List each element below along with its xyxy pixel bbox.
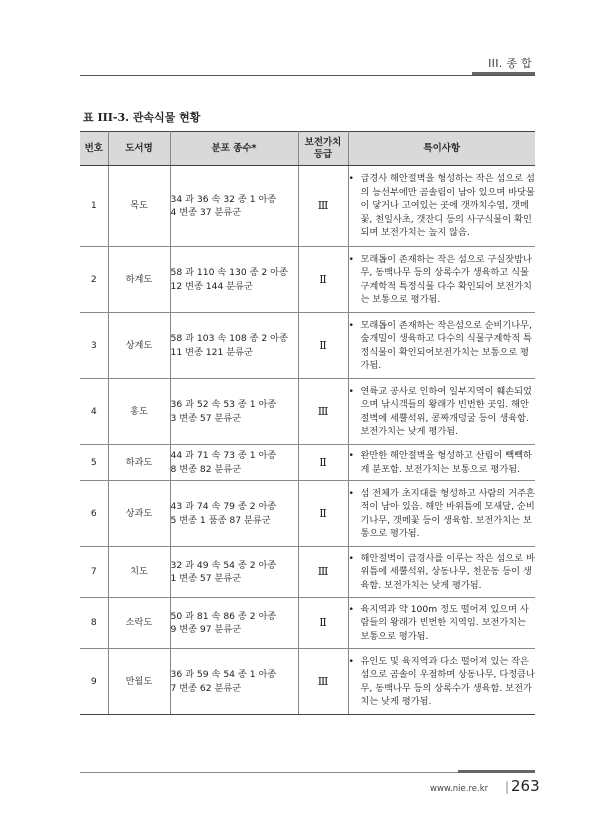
row-island: 홍도 bbox=[108, 379, 170, 445]
row-grade: Ⅱ bbox=[298, 481, 348, 547]
row-island: 하계도 bbox=[108, 247, 170, 313]
row-island: 상과도 bbox=[108, 481, 170, 547]
row-note-cell bbox=[348, 547, 535, 598]
row-distribution: 36 과 52 속 53 종 1 아종 3 변종 57 분류군 bbox=[170, 379, 298, 445]
bullet-icon: • bbox=[348, 450, 354, 461]
row-note-cell bbox=[348, 313, 535, 379]
col-header-island: 도서명 bbox=[108, 132, 170, 166]
table-header-row bbox=[80, 132, 535, 166]
row-island: 치도 bbox=[108, 547, 170, 598]
col-header-grade: 보전가치 등급 bbox=[298, 132, 348, 166]
table-row bbox=[80, 547, 535, 598]
table-title: 표 III-3. 관속식물 현황 bbox=[83, 111, 201, 124]
row-distribution: 34 과 36 속 32 종 1 아종 4 변종 37 분류군 bbox=[170, 166, 298, 247]
row-grade: Ⅱ bbox=[298, 598, 348, 649]
table-row bbox=[80, 481, 535, 547]
row-island: 상계도 bbox=[108, 313, 170, 379]
bullet-icon: • bbox=[348, 487, 354, 499]
row-number: 1 bbox=[80, 166, 108, 247]
row-number: 3 bbox=[80, 313, 108, 379]
row-note: 연륙교 공사로 인하여 일부지역이 훼손되었으며 낚시객들의 왕래가 빈번한 곳임. 해안절벽에 세뿔석위, 콩짜개덩굴 등이 생육함. 보전가치는 낮게 평가됨. bbox=[360, 385, 532, 437]
row-distribution: 50 과 81 속 86 종 2 아종 9 변종 97 분류군 bbox=[170, 598, 298, 649]
row-note-cell bbox=[348, 445, 535, 481]
table-row bbox=[80, 598, 535, 649]
page-number: 263 bbox=[511, 777, 540, 795]
row-note: 육지역과 약 100m 정도 떨어져 있으며 사람들의 왕래가 빈번한 지역임. 보전가치는 보통으로 평가됨. bbox=[360, 603, 529, 642]
footer-accent-bar bbox=[458, 770, 535, 773]
row-note: 섬 전체가 초지대를 형성하고 사람의 거주흔적이 남아 있음. 해안 바위틈에 모새달, 순비기나무, 갯메꽃 등이 생육함. 보전가치는 보통으로 평가됨. bbox=[360, 487, 535, 539]
col-header-notes: 특이사항 bbox=[348, 132, 535, 166]
row-note: 급경사 해안절벽을 형성하는 작은 섬으로 섬의 능선부에만 곰솔림이 남아 있으며 바닷물이 닿거나 고여있는 곳에 갯까치수염, 갯메꽃, 천일사초, 갯잔디 등의 사구식물이 확인되며 보전가치는 높지 않음. bbox=[360, 173, 535, 239]
row-island: 하과도 bbox=[108, 445, 170, 481]
row-distribution: 32 과 49 속 54 종 2 아종 1 변종 57 분류군 bbox=[170, 547, 298, 598]
table-row bbox=[80, 166, 535, 247]
bullet-icon: • bbox=[348, 319, 354, 331]
section-label: III. 종 합 bbox=[488, 57, 532, 70]
row-note: 해안절벽이 급경사를 이루는 작은 섬으로 바위틈에 세뿔석위, 상동나무, 천문동 등이 생육함. 보전가치는 낮게 평가됨. bbox=[360, 552, 535, 591]
header-rule bbox=[80, 75, 535, 76]
row-grade: Ⅲ bbox=[298, 379, 348, 445]
table-row bbox=[80, 313, 535, 379]
table-row bbox=[80, 379, 535, 445]
footer-separator: | bbox=[505, 780, 510, 794]
row-island: 소락도 bbox=[108, 598, 170, 649]
bullet-icon: • bbox=[348, 253, 354, 265]
row-note-cell bbox=[348, 598, 535, 649]
col-header-distribution: 분포 종수* bbox=[170, 132, 298, 166]
bullet-icon: • bbox=[348, 603, 354, 615]
row-note-cell bbox=[348, 649, 535, 715]
row-grade: Ⅲ bbox=[298, 649, 348, 715]
row-note: 모래톱이 존재하는 작은 섬으로 구실잣밤나무, 동백나무 등의 상록수가 생육하고 식물구계학적 특정식물 다수 확인되어 보전가치는 보통으로 평가됨. bbox=[360, 253, 532, 305]
row-distribution: 58 과 103 속 108 종 2 아종 11 변종 121 분류군 bbox=[170, 313, 298, 379]
col-header-number: 번호 bbox=[80, 132, 108, 166]
row-grade: Ⅲ bbox=[298, 166, 348, 247]
row-grade: Ⅱ bbox=[298, 313, 348, 379]
row-distribution: 58 과 110 속 130 종 2 아종 12 변종 144 분류군 bbox=[170, 247, 298, 313]
table-row bbox=[80, 649, 535, 715]
row-note-cell bbox=[348, 379, 535, 445]
row-number: 6 bbox=[80, 481, 108, 547]
row-note: 모래톱이 존재하는 작은섬으로 순비기나무, 숲개밀이 생육하고 다수의 식물구계학적 특정식물이 확인되어보전가치는 보통으로 평가됨. bbox=[360, 319, 532, 371]
vascular-plant-table bbox=[80, 131, 535, 715]
row-number: 2 bbox=[80, 247, 108, 313]
row-distribution: 43 과 74 속 79 종 2 아종 5 변종 1 품종 87 분류군 bbox=[170, 481, 298, 547]
footer-url: www.nie.re.kr bbox=[430, 784, 489, 794]
row-number: 8 bbox=[80, 598, 108, 649]
row-note: 완만한 해안절벽을 형성하고 산림이 빽빽하게 분포함. 보전가치는 보통으로 평가됨. bbox=[360, 450, 532, 475]
row-number: 7 bbox=[80, 547, 108, 598]
bullet-icon: • bbox=[348, 173, 354, 185]
row-distribution: 36 과 59 속 54 종 1 아종 7 변종 62 분류군 bbox=[170, 649, 298, 715]
row-distribution: 44 과 71 속 73 종 1 아종 8 변종 82 분류군 bbox=[170, 445, 298, 481]
bullet-icon: • bbox=[348, 385, 354, 397]
row-island: 만월도 bbox=[108, 649, 170, 715]
bullet-icon: • bbox=[348, 655, 354, 667]
row-grade: Ⅱ bbox=[298, 445, 348, 481]
bullet-icon: • bbox=[348, 552, 354, 564]
row-note-cell bbox=[348, 481, 535, 547]
row-grade: Ⅱ bbox=[298, 247, 348, 313]
row-number: 9 bbox=[80, 649, 108, 715]
row-note-cell bbox=[348, 247, 535, 313]
row-number: 5 bbox=[80, 445, 108, 481]
table-row bbox=[80, 247, 535, 313]
row-island: 목도 bbox=[108, 166, 170, 247]
table-row bbox=[80, 445, 535, 481]
row-note: 유인도 및 육지역과 다소 떨어져 있는 작은 섬으로 곰솔이 우점하며 상동나무, 다정큼나무, 동백나무 등의 상록수가 생육함. 보전가치는 낮게 평가됨. bbox=[360, 655, 535, 707]
row-number: 4 bbox=[80, 379, 108, 445]
row-note-cell bbox=[348, 166, 535, 247]
row-grade: Ⅲ bbox=[298, 547, 348, 598]
